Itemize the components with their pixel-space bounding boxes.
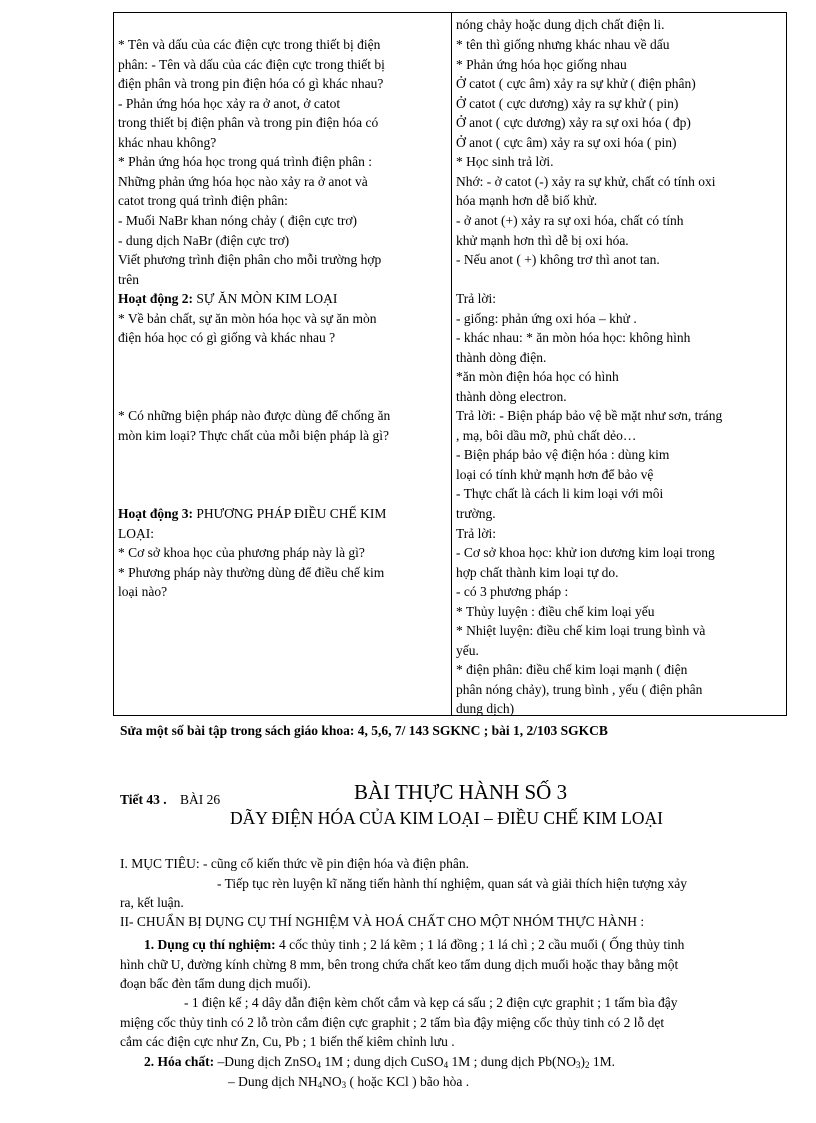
right-line: thành dòng điện.	[456, 350, 547, 365]
objectives-line-3: ra, kết luận.	[120, 895, 184, 910]
right-line: , mạ, bôi dầu mỡ, phủ chất dẻo…	[456, 428, 637, 443]
right-line: Trả lời:	[456, 526, 497, 541]
lesson-plan-table	[113, 12, 787, 716]
tools-line-6: cắm các điện cực như Zn, Cu, Pb ; 1 biến thế kiêm chỉnh lưu .	[120, 1034, 455, 1049]
right-line: - ở anot (+) xảy ra sự oxi hóa, chất có tính	[456, 213, 684, 228]
left-line: Viết phương trình điện phân cho mỗi trường hợp	[118, 252, 382, 267]
right-line: * điện phân: điều chế kim loại mạnh ( điện	[456, 662, 688, 677]
tools-line-2: hình chữ U, đường kính chừng 8 mm, bên trong chứa chất keo tẩm dung dịch muối hoặc thay bằng một	[120, 957, 679, 972]
left-line: * Tên và dấu của các điện cực trong thiết bị điện	[118, 37, 381, 52]
activity-heading: Hoạt động 2:	[118, 291, 194, 306]
left-line: Hoạt động 2: SỰ ĂN MÒN KIM LOẠI	[118, 291, 338, 306]
right-line: phân nóng chảy), trung bình , yếu ( điện phân	[456, 682, 703, 697]
right-line: *ăn mòn điện hóa học có hình	[456, 369, 619, 384]
chemicals-line-2: – Dung dịch $NH_4NO_3$ ( hoặc KCl ) bão hòa .	[228, 1074, 470, 1090]
left-line: điện phân và trong pin điện hóa có gì khác nhau?	[118, 76, 384, 91]
right-line: Ở anot ( cực dương) xảy ra sự oxi hóa ( đp)	[456, 115, 691, 130]
objectives-line-1: I. MỤC TIÊU: - cũng cố kiến thức về pin điện hóa và điện phân.	[120, 856, 469, 871]
lesson-number: BÀI 26	[180, 792, 221, 807]
column-divider	[451, 13, 452, 715]
right-line: nóng chảy hoặc dung dịch chất điện li.	[456, 17, 665, 32]
right-line: yếu.	[456, 643, 479, 658]
right-line: hợp chất thành kim loại tự do.	[456, 565, 619, 580]
right-line: - khác nhau: * ăn mòn hóa học: không hình	[456, 330, 691, 345]
left-line: loại nào?	[118, 584, 168, 599]
left-line: * Có những biện pháp nào được dùng để chống ăn	[118, 408, 391, 423]
right-line: Trả lời: - Biện pháp bảo vệ bề mặt như sơn, tráng	[456, 408, 723, 423]
right-line: trường.	[456, 506, 496, 521]
right-line: thành dòng electron.	[456, 389, 567, 404]
right-line: dung dịch)	[456, 701, 515, 716]
right-line: * Phản ứng hóa học giống nhau	[456, 57, 627, 72]
left-line: * Phản ứng hóa học trong quá trình điện phân :	[118, 154, 373, 169]
right-line: - có 3 phương pháp :	[456, 584, 569, 599]
right-line: Ở catot ( cực dương) xảy ra sự khử ( pin)	[456, 96, 679, 111]
tools-line-5: miệng cốc thủy tinh có 2 lỗ tròn cắm điện cực graphit ; 2 tấm bìa đậy miệng cốc thủy tinh có 2 lỗ dẹt	[120, 1015, 665, 1030]
left-line: * Phương pháp này thường dùng để điều chế kim	[118, 565, 385, 580]
right-line: Ở anot ( cực âm) xảy ra sự oxi hóa ( pin)	[456, 135, 677, 150]
period-label: Tiết 43 .	[120, 792, 167, 807]
activity-heading: Hoạt động 3:	[118, 506, 194, 521]
left-line: phân: - Tên và dấu của các điện cực trong thiết bị	[118, 57, 385, 72]
left-line: * Về bản chất, sự ăn mòn hóa học và sự ăn mòn	[118, 311, 377, 326]
chemicals-label: 2. Hóa chất:	[144, 1054, 215, 1069]
right-line: hóa mạnh hơn dễ biố khử.	[456, 193, 598, 208]
right-line: - Biện pháp bảo vệ điện hóa : dùng kim	[456, 447, 670, 462]
right-line: * Học sinh trả lời.	[456, 154, 554, 169]
left-line: Những phản ứng hóa học nào xảy ra ở anot và	[118, 174, 368, 189]
right-line: loại có tính khử mạnh hơn để bảo vệ	[456, 467, 654, 482]
right-line: * Thủy luyện : điều chế kim loại yếu	[456, 604, 655, 619]
right-line: Trả lời:	[456, 291, 497, 306]
right-line: khử mạnh hơn thì dễ bị oxi hóa.	[456, 233, 629, 248]
left-line: - Phản ứng hóa học xảy ra ở anot, ở catot	[118, 96, 341, 111]
left-line: mòn kim loại? Thực chất của mỗi biện pháp là gì?	[118, 428, 389, 443]
lesson-header	[120, 790, 220, 809]
left-line: - dung dịch NaBr (điện cực trơ)	[118, 233, 290, 248]
right-line: * Nhiệt luyện: điều chế kim loại trung bình và	[456, 623, 706, 638]
right-line: - Nếu anot ( +) không trơ thì anot tan.	[456, 252, 660, 267]
left-line: trong thiết bị điện phân và trong pin điện hóa có	[118, 115, 379, 130]
right-line: - Thực chất là cách li kim loại với môi	[456, 486, 664, 501]
right-line: - Cơ sở khoa học: khử ion dương kim loại trong	[456, 545, 715, 560]
right-line: Ở catot ( cực âm) xảy ra sự khử ( điện phân)	[456, 76, 696, 91]
left-line: * Cơ sở khoa học của phương pháp này là gì?	[118, 545, 365, 560]
right-line: - giống: phản ứng oxi hóa – khử .	[456, 311, 637, 326]
right-line: Nhớ: - ở catot (-) xảy ra sự khử, chất có tính oxi	[456, 174, 716, 189]
tools-line-4: - 1 điện kế ; 4 dây dẫn điện kèm chốt cắm và kẹp cá sấu ; 2 điện cực graphit ; 1 tấm bìa đậy	[184, 995, 678, 1010]
tools-label: 1. Dụng cụ thí nghiệm:	[144, 937, 276, 952]
left-line: khác nhau không?	[118, 135, 217, 150]
tools-line-1: 1. Dụng cụ thí nghiệm: 4 cốc thủy tinh ; 2 lá kẽm ; 1 lá đồng ; 1 lá chì ; 2 cầu muối ( Ống thủy tinh	[144, 937, 685, 952]
left-line: trên	[118, 272, 139, 287]
lesson-title: BÀI THỰC HÀNH SỐ 3	[354, 780, 568, 804]
left-line: LOẠI:	[118, 526, 154, 541]
exercise-note: Sửa một số bài tập trong sách giáo khoa: 4, 5,6, 7/ 143 SGKNC ; bài 1, 2/103 SGKCB	[120, 723, 608, 738]
objectives-line-2: - Tiếp tục rèn luyện kĩ năng tiến hành thí nghiệm, quan sát và giải thích hiện tượng xảy	[217, 876, 687, 891]
right-line: * tên thì giống nhưng khác nhau về dấu	[456, 37, 670, 52]
left-line: Hoạt động 3: PHƯƠNG PHÁP ĐIỀU CHẾ KIM	[118, 506, 387, 521]
left-line: điện hóa học có gì giống và khác nhau ?	[118, 330, 336, 345]
lesson-subtitle: DÃY ĐIỆN HÓA CỦA KIM LOẠI – ĐIỀU CHẾ KIM LOẠI	[230, 808, 663, 828]
tools-line-3: đoạn bấc đèn tẩm dung dịch muối).	[120, 976, 311, 991]
chemicals-line-1: 2. Hóa chất: –Dung dịch ZnSO$_4$ 1M ; dung dịch CuSO$_4$ 1M ; dung dịch $Pb(NO_3)_2$ 1M.	[144, 1054, 616, 1070]
left-line: - Muối NaBr khan nóng chảy ( điện cực trơ)	[118, 213, 358, 228]
left-line: catot trong quá trình điện phân:	[118, 193, 288, 208]
preparation-heading: II- CHUẨN BỊ DỤNG CỤ THÍ NGHIỆM VÀ HOÁ CHẤT CHO MỘT NHÓM THỰC HÀNH :	[120, 914, 645, 929]
